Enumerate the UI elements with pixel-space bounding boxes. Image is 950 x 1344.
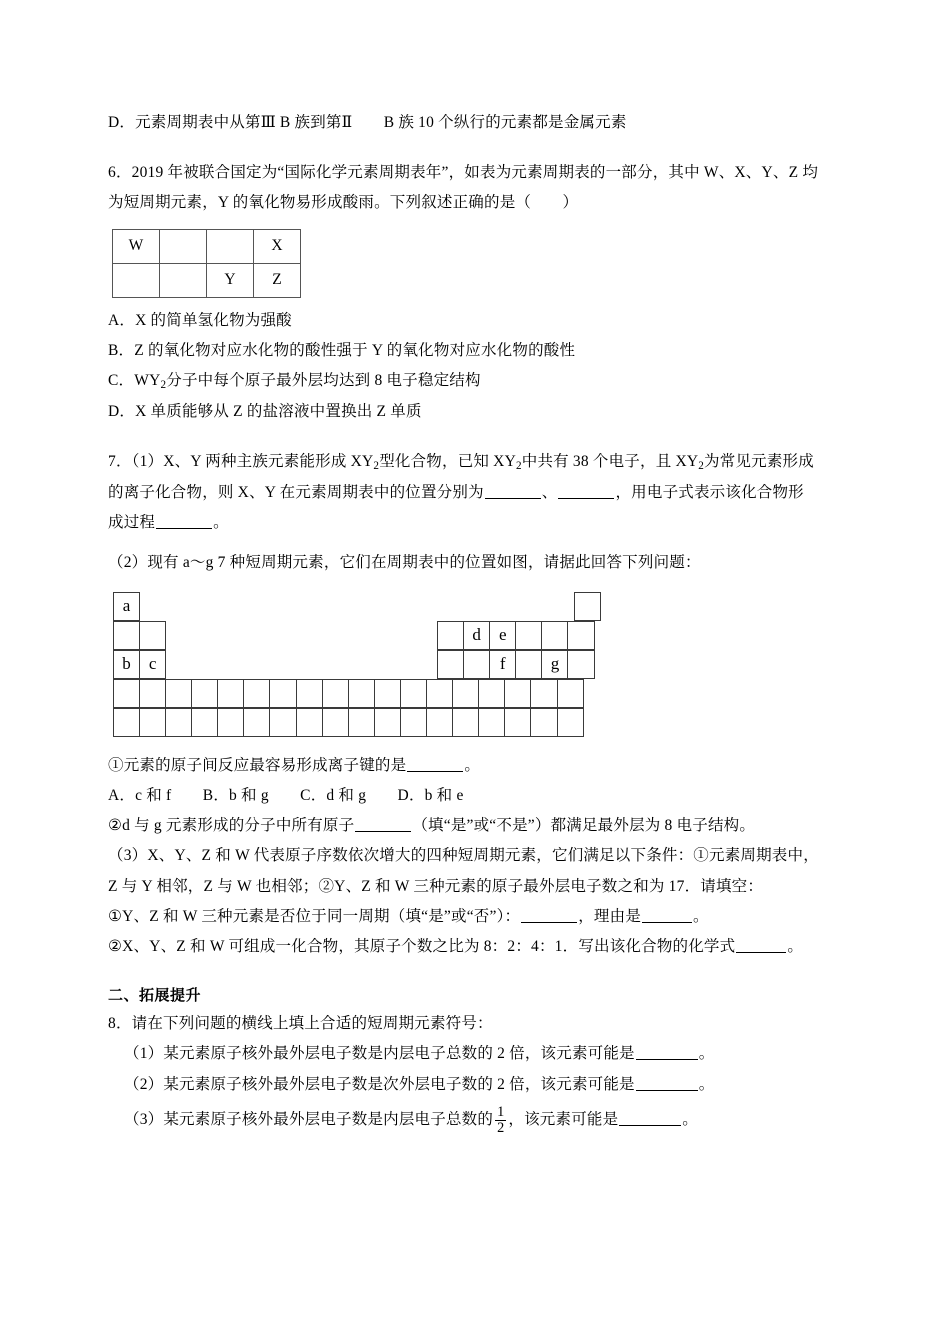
q7-part2-sub1 <box>108 751 848 781</box>
q6-option-d <box>108 397 848 427</box>
periodic-table-row-1 <box>114 593 606 622</box>
pt-cell-c: c <box>139 650 166 679</box>
pt-gap <box>358 593 385 622</box>
periodic-table-row-5 <box>114 709 606 738</box>
q7-part2-line <box>108 548 848 578</box>
q7-part3-sub1-text: Y、Z 和 W 三种元素是否位于同一周期（填“是”或“否”）： <box>122 907 521 925</box>
pt-gap <box>194 593 221 622</box>
q6-option-d-text: X 单质能够从 Z 的盐溶液中置换出 Z 单质 <box>135 402 422 420</box>
q7-part3-sub2-text: X、Y、Z 和 W 可组成一化合物，其原子个数之比为 8：2：4：1．写出该化合物的化学式 <box>122 938 736 955</box>
q7-sub-1: 2 <box>373 460 380 473</box>
marker-circled-2: ② <box>108 817 123 835</box>
q7-sub-2: 2 <box>515 460 522 473</box>
pt-cell-r5c17 <box>530 708 557 737</box>
pt-cell-e: e <box>489 621 516 650</box>
q7-part3-label: （3） <box>108 847 148 865</box>
q7-part1-line3-end: 。 <box>213 514 229 532</box>
pt-cell-r4c6 <box>243 679 270 708</box>
q8-stem <box>108 1009 848 1039</box>
pt-cell-r5c2 <box>139 708 166 737</box>
answer-blank-formula[interactable] <box>736 952 786 953</box>
q8-item-1-text: 某元素原子核外最外层电子数是内层电子总数的 2 倍，该元素可能是 <box>163 1045 635 1063</box>
q7-part1-line2-seg3: ，用电子式表示该化合物形 <box>615 484 804 502</box>
pt-gap <box>548 593 575 622</box>
q7-part1-seg4: 为常见元素形成 <box>704 453 814 471</box>
pt-cell-r4c2 <box>139 679 166 708</box>
pt-cell-r5c13 <box>426 708 453 737</box>
pt-cell-r5c6 <box>243 708 270 737</box>
marker-circled-2: ② <box>318 877 335 895</box>
pt-cell-d: d <box>463 621 490 650</box>
q6-option-c-prefix: C． <box>108 372 135 390</box>
marker-circled-1: ① <box>108 907 123 925</box>
q7-part2-label: （2） <box>108 554 148 572</box>
pt-gap <box>249 593 276 622</box>
pt-gap <box>330 593 357 622</box>
pt-gap <box>357 622 384 651</box>
pt-gap <box>521 593 548 622</box>
q7-part3-sub1-mid: ，理由是 <box>578 907 642 925</box>
cell-r2c1 <box>113 263 160 297</box>
pt-cell-r5c4 <box>191 708 218 737</box>
cell-r1c3 <box>207 229 254 263</box>
answer-blank-q8-3[interactable] <box>619 1125 681 1126</box>
cell-w: W <box>113 229 160 263</box>
pt-cell-r5c16 <box>504 708 531 737</box>
pt-gap <box>384 651 411 680</box>
q7-part1-line2 <box>108 478 848 508</box>
q6-stem-text1: 2019 年被联合国定为“国际化学元素周期表年”，如表为元素周期表的一部分，其中 W、X、Y、Z 均 <box>131 164 819 182</box>
pt-cell-r4c14 <box>452 679 479 708</box>
q7-part1-seg3: 中共有 38 个电子，且 XY <box>521 453 699 471</box>
q6-option-a-prefix: A． <box>108 311 136 329</box>
pt-cell-r4c15 <box>478 679 505 708</box>
answer-blank-q8-2[interactable] <box>636 1090 698 1091</box>
question-8 <box>108 1009 848 1140</box>
q7-part1-seg2: 型化合物，已知 XY <box>379 453 516 471</box>
q6-option-c-text: 分子中每个原子最外层均达到 8 电子稳定结构 <box>166 372 481 390</box>
q7-part3-sub1 <box>108 902 848 932</box>
q8-item-1-end: 。 <box>698 1045 715 1063</box>
pt-cell-r3c18 <box>567 650 594 679</box>
q6-option-a <box>108 306 848 336</box>
pt-cell-b: b <box>113 650 140 679</box>
periodic-table-row-4 <box>114 680 606 709</box>
q6-stem-line1 <box>108 158 848 188</box>
pt-gap <box>167 593 194 622</box>
periodic-table-row-3 <box>114 651 606 680</box>
q8-item-3-mid: ，该元素可能是 <box>508 1110 619 1128</box>
q7-part2-sub2-end: （填“是”或“不是”）都满足最外层为 8 电子结构。 <box>412 817 756 835</box>
pt-gap <box>166 651 193 680</box>
pt-cell-r2c13 <box>437 621 464 650</box>
pt-cell-r4c10 <box>348 679 375 708</box>
pt-gap <box>302 651 329 680</box>
pt-cell-r4c17 <box>530 679 557 708</box>
pt-gap <box>439 593 466 622</box>
cell-r2c2 <box>160 263 207 297</box>
q7-part2-sub2-text: d 与 g 元素形成的分子中所有原子 <box>122 817 355 835</box>
marker-circled-1: ① <box>693 847 709 865</box>
q8-number: 8． <box>108 1015 132 1033</box>
pt-gap <box>303 593 330 622</box>
answer-blank-x-position[interactable] <box>485 498 541 499</box>
q8-item-2-label: （2） <box>124 1075 164 1093</box>
cell-z: Z <box>254 263 301 297</box>
page-content <box>108 108 848 1140</box>
q7-part1-line3-seg1: 成过程 <box>108 514 156 532</box>
pt-gap <box>329 622 356 651</box>
pt-cell-r5c10 <box>348 708 375 737</box>
pt-cell-r2c1 <box>113 621 140 650</box>
marker-circled-2: ② <box>108 938 123 955</box>
answer-blank-y-position[interactable] <box>558 498 614 499</box>
pt-cell-r4c5 <box>217 679 244 708</box>
pt-gap <box>302 622 329 651</box>
pt-gap <box>166 622 193 651</box>
pt-gap <box>357 651 384 680</box>
q6-option-c-subscript: 2 <box>160 379 167 392</box>
cell-x: X <box>254 229 301 263</box>
answer-blank-formation-process[interactable] <box>156 528 212 529</box>
pt-cell-r5c11 <box>374 708 401 737</box>
q6-option-c-formula: WY <box>134 372 161 390</box>
section-heading-2: 二、拓展提升 <box>108 986 202 1005</box>
q7-number: 7． <box>108 453 132 471</box>
pt-cell-r4c1 <box>113 679 140 708</box>
q7-part1-line2-seg1: 的离子化合物，则 X、Y 在元素周期表中的位置分别为 <box>108 484 484 502</box>
cell-y: Y <box>207 263 254 297</box>
pt-gap <box>411 622 438 651</box>
q7-part3-line1-pre: X、Y、Z 和 W 代表原子序数依次增大的四种短周期元素，它们满足以下条件： <box>147 847 694 865</box>
pt-cell-r4c11 <box>374 679 401 708</box>
pt-cell-r3c13 <box>437 650 464 679</box>
pt-gap <box>248 651 275 680</box>
pt-cell-f: f <box>489 650 516 679</box>
cell-r1c2 <box>160 229 207 263</box>
q7-part1-seg1: X、Y 两种主族元素能形成 XY <box>163 453 374 471</box>
q6-number: 6． <box>108 164 132 182</box>
q7-part2-choices: A．c 和 f B．b 和 g C．d 和 g D．b 和 e <box>108 786 464 804</box>
pt-cell-r5c3 <box>165 708 192 737</box>
pt-cell-g: g <box>541 650 568 679</box>
q8-item-1-label: （1） <box>124 1045 164 1063</box>
answer-blank-ionic-bond[interactable] <box>407 771 463 772</box>
pt-gap <box>466 593 493 622</box>
q7-part1-line1 <box>108 447 848 478</box>
pt-cell-r4c13 <box>426 679 453 708</box>
q6-option-c <box>108 366 848 397</box>
pt-gap <box>193 622 220 651</box>
pt-gap <box>193 651 220 680</box>
pt-cell-r5c5 <box>217 708 244 737</box>
pt-cell-r4c3 <box>165 679 192 708</box>
pt-gap <box>276 593 303 622</box>
pt-cell-r5c7 <box>269 708 296 737</box>
pt-gap <box>329 651 356 680</box>
q7-part1-line3 <box>108 508 848 538</box>
fraction-one-half <box>495 1105 506 1136</box>
answer-blank-q8-1[interactable] <box>636 1059 698 1060</box>
q6-option-d-prefix: D． <box>108 402 136 420</box>
table-row <box>113 263 301 297</box>
periodic-table-diagram <box>114 593 606 739</box>
q7-part2-sub2 <box>108 811 848 841</box>
periodic-table-row-2 <box>114 622 606 651</box>
q8-item-3-label: （3） <box>124 1110 164 1128</box>
pt-gap <box>494 593 521 622</box>
q7-part2-sub1-text: 元素的原子间反应最容易形成离子键的是 <box>123 756 407 774</box>
table-row <box>113 229 301 263</box>
q6-option-b-text: Z 的氧化物对应水化物的酸性强于 Y 的氧化物对应水化物的酸性 <box>134 341 576 359</box>
pt-gap <box>385 593 412 622</box>
q7-part2-sub1-end: 。 <box>464 756 481 774</box>
pt-gap <box>222 593 249 622</box>
q8-item-2 <box>108 1070 848 1100</box>
pt-gap <box>411 651 438 680</box>
pt-gap <box>248 622 275 651</box>
pt-cell-r4c8 <box>296 679 323 708</box>
pt-cell-r5c8 <box>296 708 323 737</box>
pt-cell-r3c14 <box>463 650 490 679</box>
pt-gap <box>140 593 167 622</box>
q7-part3-sub1-end: 。 <box>693 907 709 925</box>
q7-part2-text: 现有 a～g 7 种短周期元素，它们在周期表中的位置如图，请据此回答下列问题： <box>147 554 701 572</box>
pt-gap <box>275 651 302 680</box>
pt-cell-r2c16 <box>515 621 542 650</box>
pt-cell-r2c17 <box>541 621 568 650</box>
marker-circled-1: ① <box>108 756 124 774</box>
q7-part3-line1-post: 元素周期表中， <box>709 847 819 865</box>
pt-cell-r4c4 <box>191 679 218 708</box>
pt-cell-r4c16 <box>504 679 531 708</box>
pt-gap <box>221 622 248 651</box>
pt-cell-r5c9 <box>322 708 349 737</box>
q8-stem-text: 请在下列问题的横线上填上合适的短周期元素符号： <box>131 1015 493 1033</box>
pt-cell-r5c1 <box>113 708 140 737</box>
q7-part3-line2 <box>108 872 848 902</box>
q7-part3-line2-pre: Z 与 Y 相邻，Z 与 W 也相邻； <box>108 877 319 895</box>
pt-gap <box>384 622 411 651</box>
pt-cell-r2c18 <box>567 621 594 650</box>
pt-gap <box>221 651 248 680</box>
q6-periodic-fragment-table <box>112 229 301 298</box>
answer-blank-reason[interactable] <box>642 922 692 923</box>
pt-gap <box>275 622 302 651</box>
q7-sub-3: 2 <box>698 460 705 473</box>
pt-cell-r3c16 <box>515 650 542 679</box>
pt-cell-r4c9 <box>322 679 349 708</box>
pt-cell-r4c12 <box>400 679 427 708</box>
q8-item-2-end: 。 <box>698 1075 715 1093</box>
answer-blank-octet[interactable] <box>355 831 411 832</box>
fraction-numerator: 1 <box>497 1103 505 1120</box>
q7-part3-sub2 <box>108 932 848 962</box>
pt-cell-r5c12 <box>400 708 427 737</box>
q8-item-3-text: 某元素原子核外最外层电子数是内层电子总数的 <box>163 1110 494 1128</box>
fraction-denominator: 2 <box>497 1119 505 1136</box>
q7-part3-line1 <box>108 841 848 871</box>
q8-item-3-end: 。 <box>682 1110 698 1128</box>
q6-option-a-text: X 的简单氢化物为强酸 <box>135 311 292 329</box>
q6-option-b <box>108 336 848 366</box>
q6-stem-line2: 为短周期元素，Y 的氧化物易形成酸雨。下列叙述正确的是（ ） <box>108 194 579 212</box>
q8-item-2-text: 某元素原子核外最外层电子数是次外层电子数的 2 倍，该元素可能是 <box>163 1075 635 1093</box>
q7-part3-sub2-end: 。 <box>787 938 804 955</box>
pt-cell-r4c18 <box>557 679 584 708</box>
pt-cell-r5c15 <box>478 708 505 737</box>
pt-cell-r1c18 <box>574 592 601 621</box>
pt-cell-r5c18 <box>557 708 584 737</box>
q8-item-3 <box>108 1100 848 1140</box>
question-6 <box>108 158 848 427</box>
q8-item-1 <box>108 1039 848 1069</box>
pt-cell-r5c14 <box>452 708 479 737</box>
pt-cell-r2c2 <box>139 621 166 650</box>
answer-blank-same-period[interactable] <box>521 922 577 923</box>
q7-part1-label: （1） <box>131 453 164 471</box>
pt-cell-a: a <box>113 592 140 621</box>
pt-gap <box>412 593 439 622</box>
question-7 <box>108 447 848 962</box>
q5-option-d: D．元素周期表中从第Ⅲ B 族到第Ⅱ B 族 10 个纵行的元素都是金属元素 <box>108 114 627 131</box>
q6-option-b-prefix: B． <box>108 341 135 359</box>
q7-part3-line2-post: Y、Z 和 W 三种元素的原子最外层电子数之和为 17．请填空： <box>334 877 764 895</box>
pt-cell-r4c7 <box>269 679 296 708</box>
q7-part1-line2-sep: 、 <box>541 484 558 502</box>
